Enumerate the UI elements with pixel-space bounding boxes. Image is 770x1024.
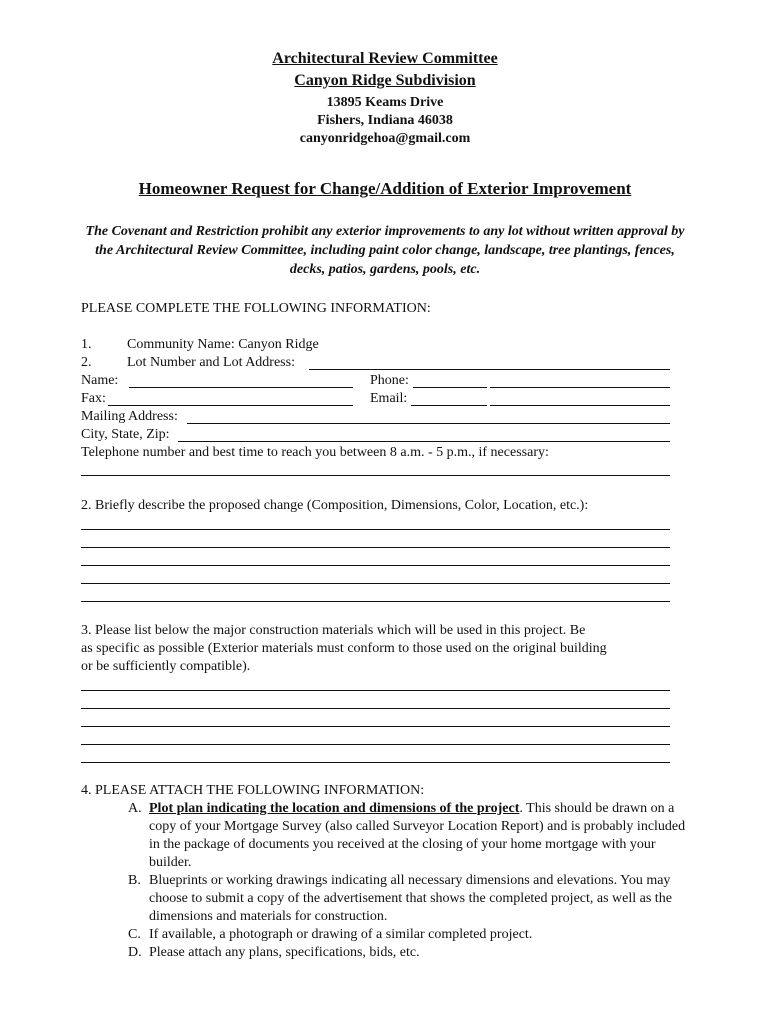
lot-address-field[interactable] bbox=[309, 369, 670, 370]
phone-field-1[interactable] bbox=[413, 387, 487, 388]
city-address: Fishers, Indiana 46038 bbox=[317, 113, 453, 128]
letterhead bbox=[0, 48, 770, 148]
attachment-text: If available, a photograph or drawing of a similar completed project. bbox=[149, 927, 533, 942]
plot-plan-emphasis: Plot plan indicating the location and dimensions of the project bbox=[149, 801, 520, 816]
description-line[interactable] bbox=[81, 529, 670, 530]
question-2: 2. Briefly describe the proposed change (Composition, Dimensions, Color, Location, etc.): bbox=[81, 498, 589, 513]
subdivision-title: Canyon Ridge Subdivision bbox=[294, 72, 476, 89]
email-field-2[interactable] bbox=[490, 405, 670, 406]
phone-field-2[interactable] bbox=[490, 387, 670, 388]
description-line[interactable] bbox=[81, 601, 670, 602]
city-state-zip-label: City, State, Zip: bbox=[81, 427, 170, 442]
attachment-label: B. bbox=[128, 873, 141, 888]
question-3-line2: as specific as possible (Exterior materials must conform to those used on the original building bbox=[81, 641, 607, 656]
covenant-notice: The Covenant and Restriction prohibit any exterior improvements to any lot without written approval by the Architectural Review Committee, including paint color change, landscape, tree plantings, fences, decks, patios, gardens, pools, etc. bbox=[85, 224, 685, 277]
mailing-address-field[interactable] bbox=[187, 423, 670, 424]
description-line[interactable] bbox=[81, 547, 670, 548]
mailing-address-label: Mailing Address: bbox=[81, 409, 178, 424]
question-3-line1: 3. Please list below the major construction materials which will be used in this project. Be bbox=[81, 623, 586, 638]
attachment-text: Blueprints or working drawings indicating all necessary dimensions and elevations. You may choose to submit a copy of the advertisement that shows the completed project, as well as the dimensions and materials for construction. bbox=[149, 873, 672, 924]
community-name-label: Community Name: Canyon Ridge bbox=[127, 337, 319, 352]
materials-line[interactable] bbox=[81, 690, 670, 691]
materials-line[interactable] bbox=[81, 744, 670, 745]
name-field[interactable] bbox=[129, 387, 353, 388]
email-field-1[interactable] bbox=[411, 405, 487, 406]
question-4: 4. PLEASE ATTACH THE FOLLOWING INFORMATION: bbox=[81, 783, 425, 798]
committee-title: Architectural Review Committee bbox=[272, 50, 498, 67]
attachment-label: D. bbox=[128, 945, 142, 960]
materials-line[interactable] bbox=[81, 708, 670, 709]
attachment-item-b bbox=[128, 872, 698, 926]
attachment-text: . This should be drawn on a copy of your Mortgage Survey (also called Surveyor Location Report) and is probably included in the package of documents you received at the closing of your home mortgage with your builder. bbox=[149, 801, 686, 870]
description-line[interactable] bbox=[81, 565, 670, 566]
telephone-label: Telephone number and best time to reach you between 8 a.m. - 5 p.m., if necessary: bbox=[81, 445, 549, 460]
contact-email: canyonridgehoa@gmail.com bbox=[299, 131, 471, 146]
attachment-item-a bbox=[128, 800, 698, 872]
name-label: Name: bbox=[81, 373, 119, 388]
attachment-text: Please attach any plans, specifications, bids, etc. bbox=[149, 945, 420, 960]
item1-number: 1. bbox=[81, 337, 92, 352]
lot-address-label: Lot Number and Lot Address: bbox=[127, 355, 295, 370]
fax-field[interactable] bbox=[108, 405, 353, 406]
attachment-label: C. bbox=[128, 927, 141, 942]
form-title: Homeowner Request for Change/Addition of Exterior Improvement bbox=[138, 179, 632, 198]
item2-number: 2. bbox=[81, 355, 92, 370]
description-line[interactable] bbox=[81, 583, 670, 584]
telephone-field[interactable] bbox=[81, 475, 670, 476]
attachment-item-d bbox=[128, 944, 698, 962]
question-3-line3: or be sufficiently compatible). bbox=[81, 659, 251, 674]
materials-line[interactable] bbox=[81, 726, 670, 727]
attachment-label: A. bbox=[128, 801, 142, 816]
email-label: Email: bbox=[370, 391, 408, 406]
street-address: 13895 Keams Drive bbox=[326, 95, 444, 110]
attachment-item-c bbox=[128, 926, 698, 944]
city-state-zip-field[interactable] bbox=[178, 441, 670, 442]
fax-label: Fax: bbox=[81, 391, 106, 406]
materials-line[interactable] bbox=[81, 762, 670, 763]
section-intro: PLEASE COMPLETE THE FOLLOWING INFORMATION: bbox=[81, 301, 431, 316]
phone-label: Phone: bbox=[370, 373, 409, 388]
